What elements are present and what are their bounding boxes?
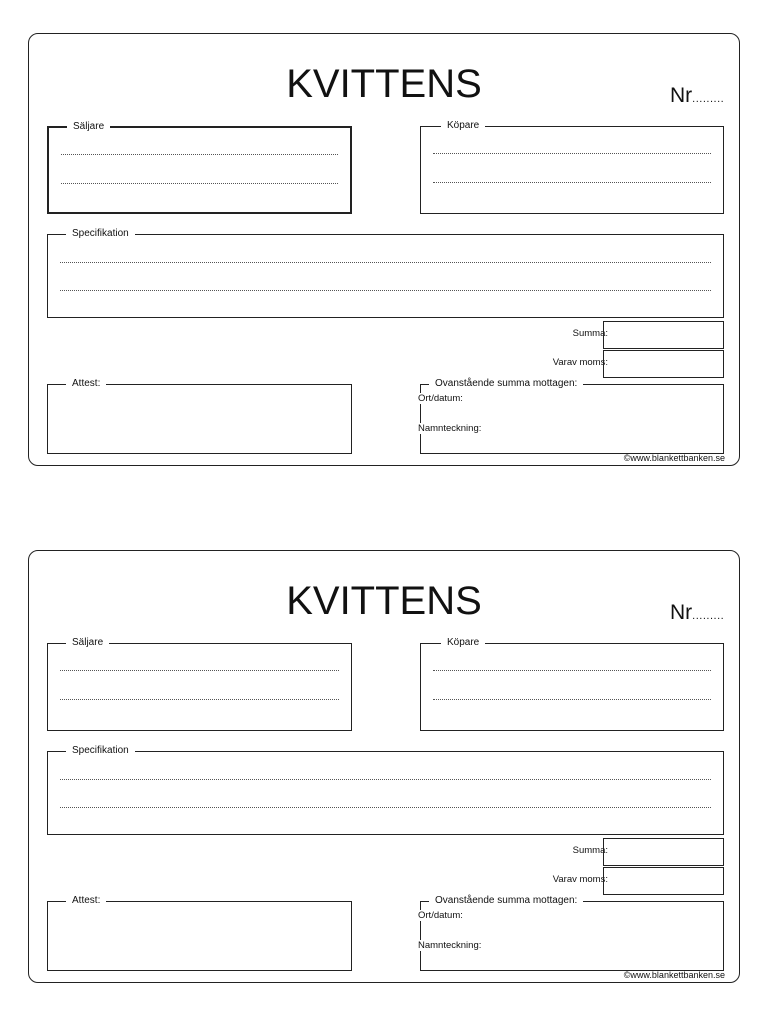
vat-label: Varav moms: — [552, 357, 608, 368]
receipt-number-label: Nr — [670, 84, 693, 107]
footer-copyright: ©www.blankettbanken.se — [623, 970, 725, 980]
vat-label: Varav moms: — [552, 874, 608, 885]
place-date-field[interactable] — [420, 405, 421, 415]
attest-box[interactable] — [47, 895, 352, 971]
buyer-line-1[interactable] — [433, 153, 711, 154]
signature-field[interactable] — [420, 953, 421, 963]
attest-label: Attest: — [66, 894, 106, 908]
receipt-form — [28, 33, 740, 466]
signature-field[interactable] — [420, 436, 421, 446]
buyer-line-2[interactable] — [433, 182, 711, 183]
place-date-label: Ort/datum: — [418, 910, 463, 921]
sum-field[interactable] — [603, 838, 724, 866]
buyer-line-2[interactable] — [433, 699, 711, 700]
specification-label: Specifikation — [66, 744, 135, 758]
seller-label: Säljare — [66, 636, 109, 650]
receipt-title: KVITTENS — [286, 579, 482, 623]
specification-box — [47, 228, 724, 318]
seller-line-1[interactable] — [61, 154, 338, 155]
vat-field[interactable] — [603, 867, 724, 895]
seller-line-2[interactable] — [60, 699, 339, 700]
vat-field[interactable] — [603, 350, 724, 378]
specification-line-2[interactable] — [60, 807, 711, 808]
sum-field[interactable] — [603, 321, 724, 349]
specification-line-1[interactable] — [60, 779, 711, 780]
seller-label: Säljare — [67, 120, 110, 134]
received-box — [420, 378, 724, 454]
buyer-box — [420, 637, 724, 731]
receipt-number — [670, 601, 724, 625]
specification-box — [47, 745, 724, 835]
specification-line-1[interactable] — [60, 262, 711, 263]
seller-line-2[interactable] — [61, 183, 338, 184]
footer-copyright: ©www.blankettbanken.se — [623, 453, 725, 463]
attest-box[interactable] — [47, 378, 352, 454]
specification-line-2[interactable] — [60, 290, 711, 291]
buyer-line-1[interactable] — [433, 670, 711, 671]
receipt-title: KVITTENS — [286, 62, 482, 106]
receipt-number-label: Nr — [670, 601, 693, 624]
signature-label: Namnteckning: — [418, 940, 482, 951]
received-box — [420, 895, 724, 971]
seller-line-1[interactable] — [60, 670, 339, 671]
buyer-label: Köpare — [441, 636, 485, 650]
specification-label: Specifikation — [66, 227, 135, 241]
receipt-number-dots: ......... — [692, 610, 725, 622]
sum-label: Summa: — [572, 845, 608, 856]
buyer-box — [420, 120, 724, 214]
receipt-number-dots: ......... — [692, 93, 725, 105]
attest-label: Attest: — [66, 377, 106, 391]
sum-label: Summa: — [572, 328, 608, 339]
place-date-label: Ort/datum: — [418, 393, 463, 404]
receipt-form — [28, 550, 740, 983]
buyer-label: Köpare — [441, 119, 485, 133]
seller-box — [47, 637, 352, 731]
signature-label: Namnteckning: — [418, 423, 482, 434]
received-label: Ovanstående summa mottagen: — [429, 894, 583, 908]
receipt-number — [670, 84, 724, 108]
received-label: Ovanstående summa mottagen: — [429, 377, 583, 391]
place-date-field[interactable] — [420, 922, 421, 932]
seller-box — [47, 121, 352, 214]
